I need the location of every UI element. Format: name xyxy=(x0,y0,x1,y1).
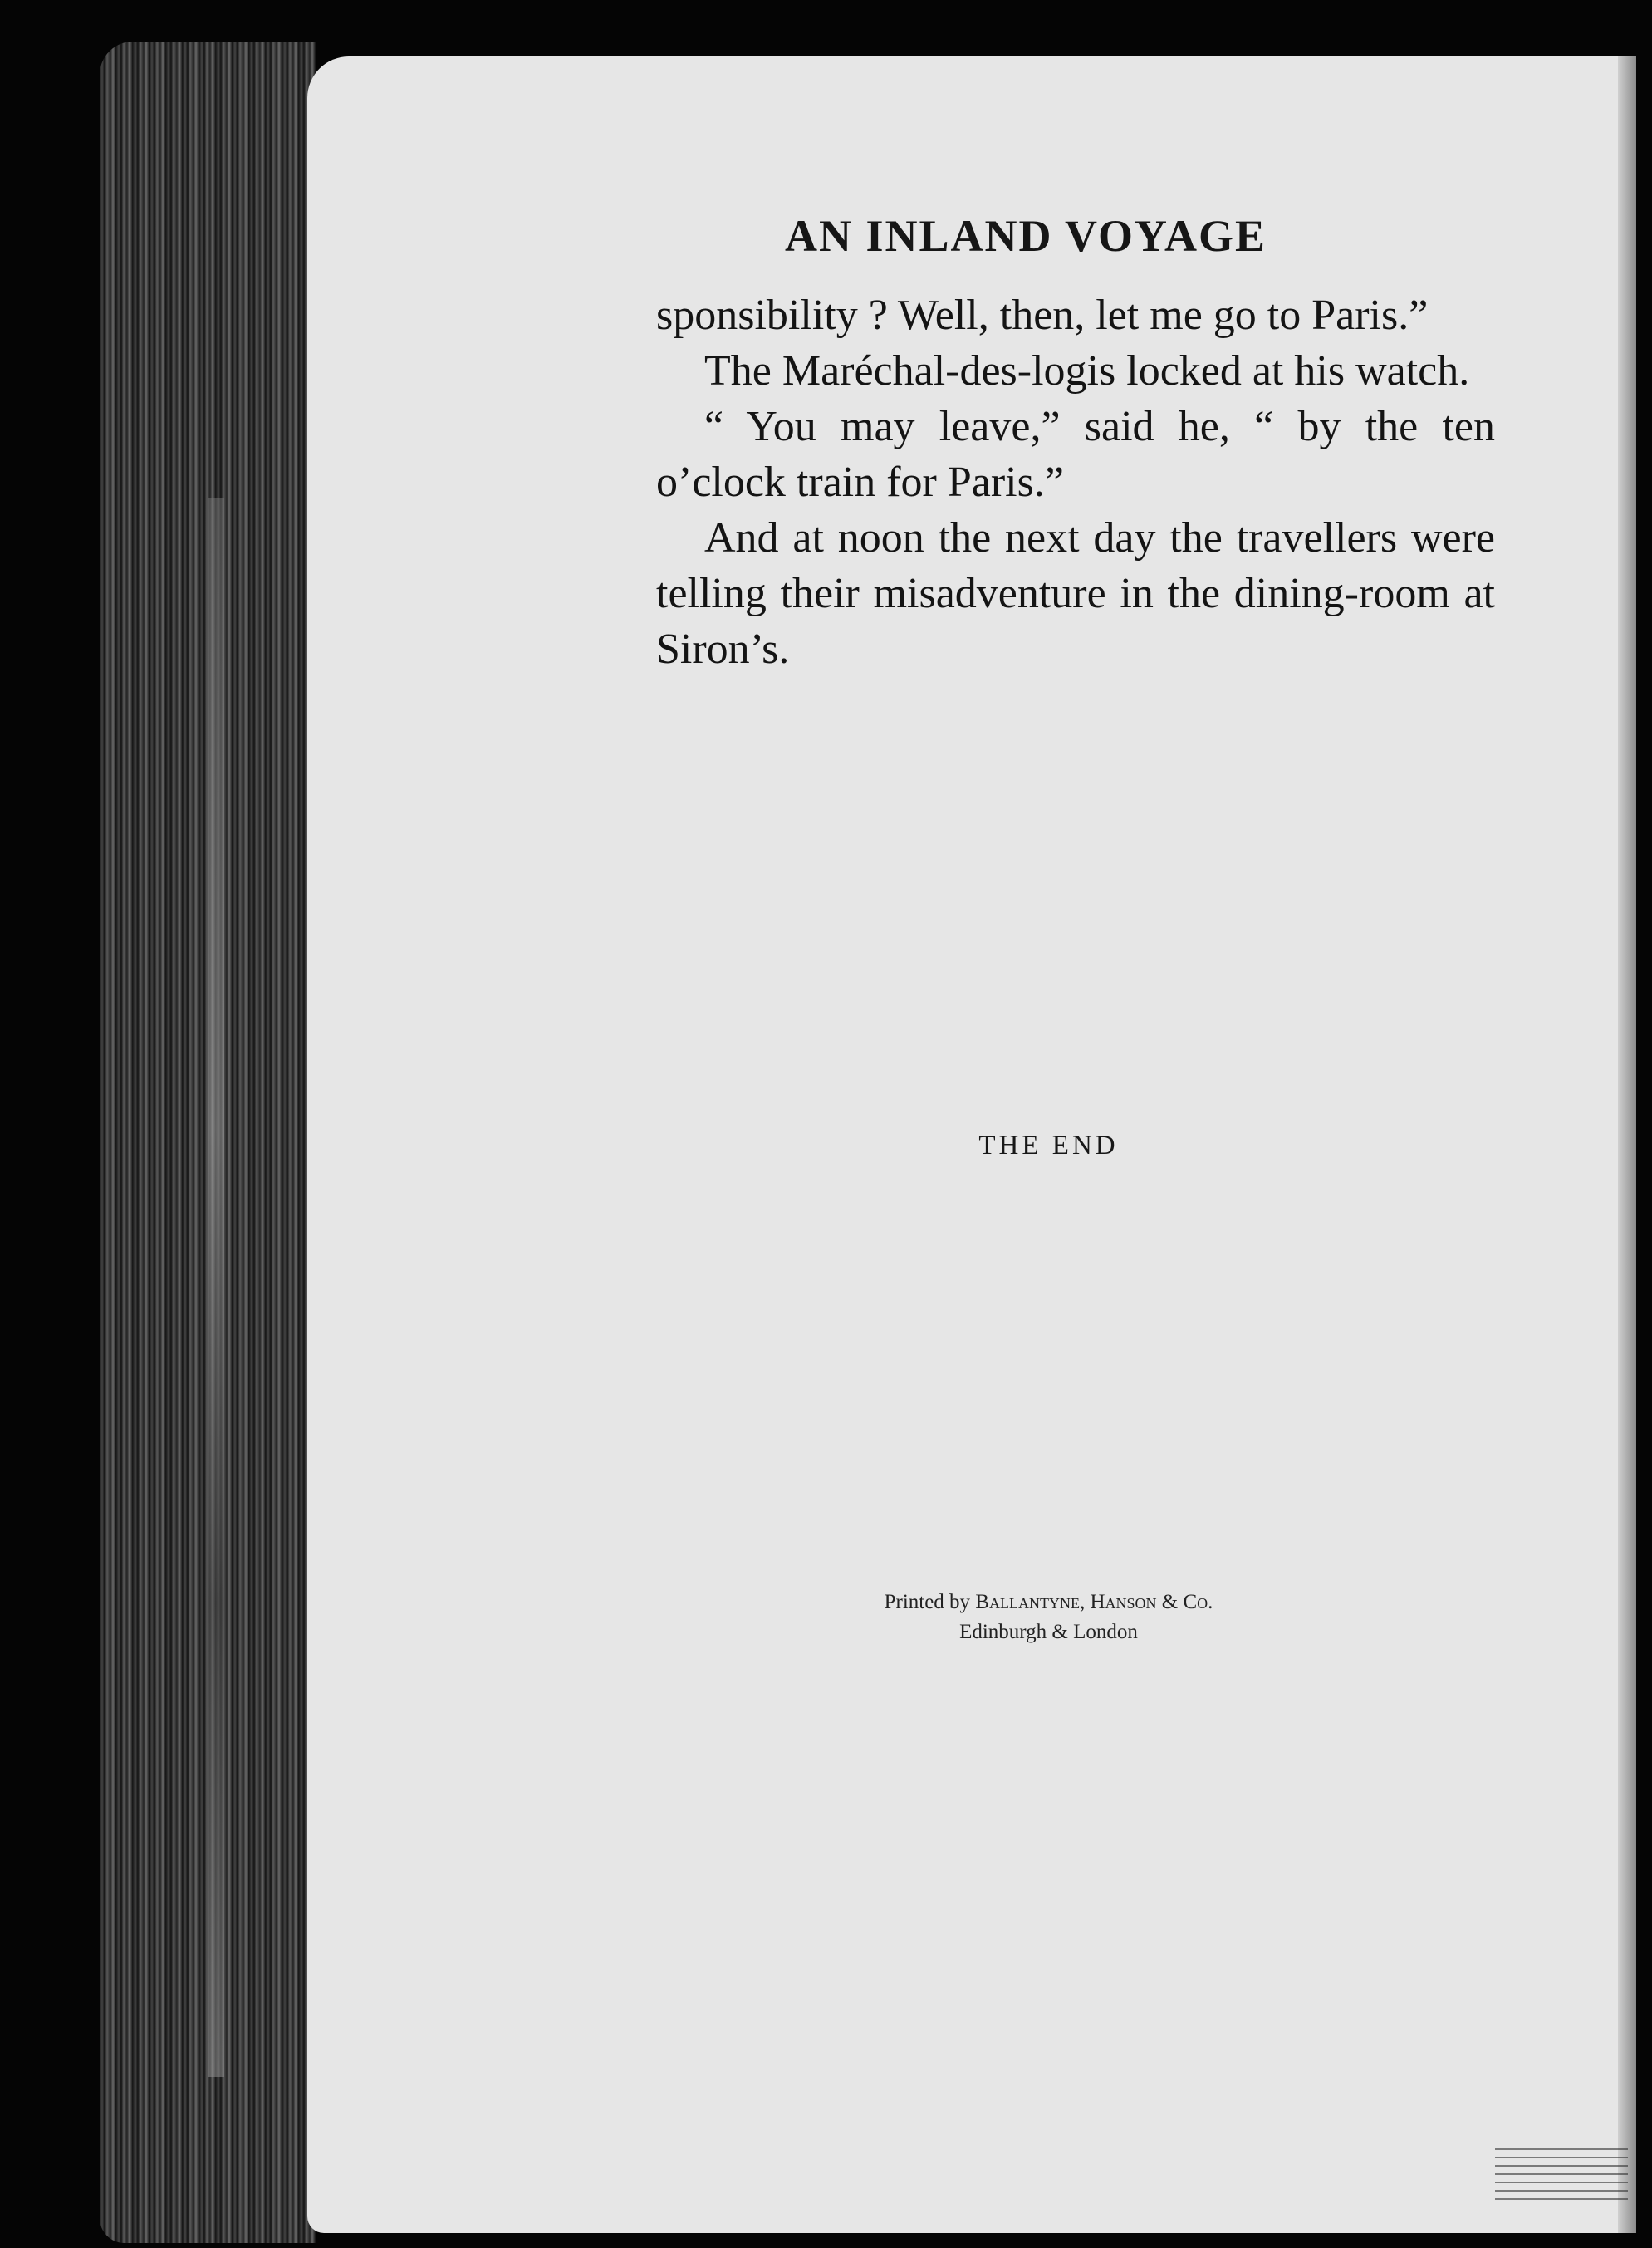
imprint-line-1 xyxy=(461,1588,1636,1617)
imprint-printed-by: Printed by xyxy=(884,1591,971,1613)
paragraph: “ You may leave,” said he, “ by the ten o’clock train for Paris.” xyxy=(656,403,1495,506)
the-end-heading: THE END xyxy=(978,1131,1119,1161)
printer-imprint xyxy=(307,1588,1636,1647)
paragraph: And at noon the next day the travellers were telling their misadventure in the dining-room at Siron’s. xyxy=(656,514,1495,673)
paragraph: The Maréchal-des-logis locked at his watch. xyxy=(704,347,1470,395)
page-edge-lines xyxy=(1495,2142,1628,2200)
book-edge-highlight xyxy=(208,498,224,2077)
paragraph-continuation: sponsibility ? Well, then, let me go to Paris.” xyxy=(656,292,1429,339)
running-head: AN INLAND VOYAGE xyxy=(784,211,1267,261)
body-text xyxy=(656,287,1495,677)
book-page xyxy=(307,56,1636,2233)
imprint-printer-name: Ballantyne, Hanson & Co. xyxy=(975,1591,1213,1613)
imprint-location: Edinburgh & London xyxy=(959,1621,1138,1643)
